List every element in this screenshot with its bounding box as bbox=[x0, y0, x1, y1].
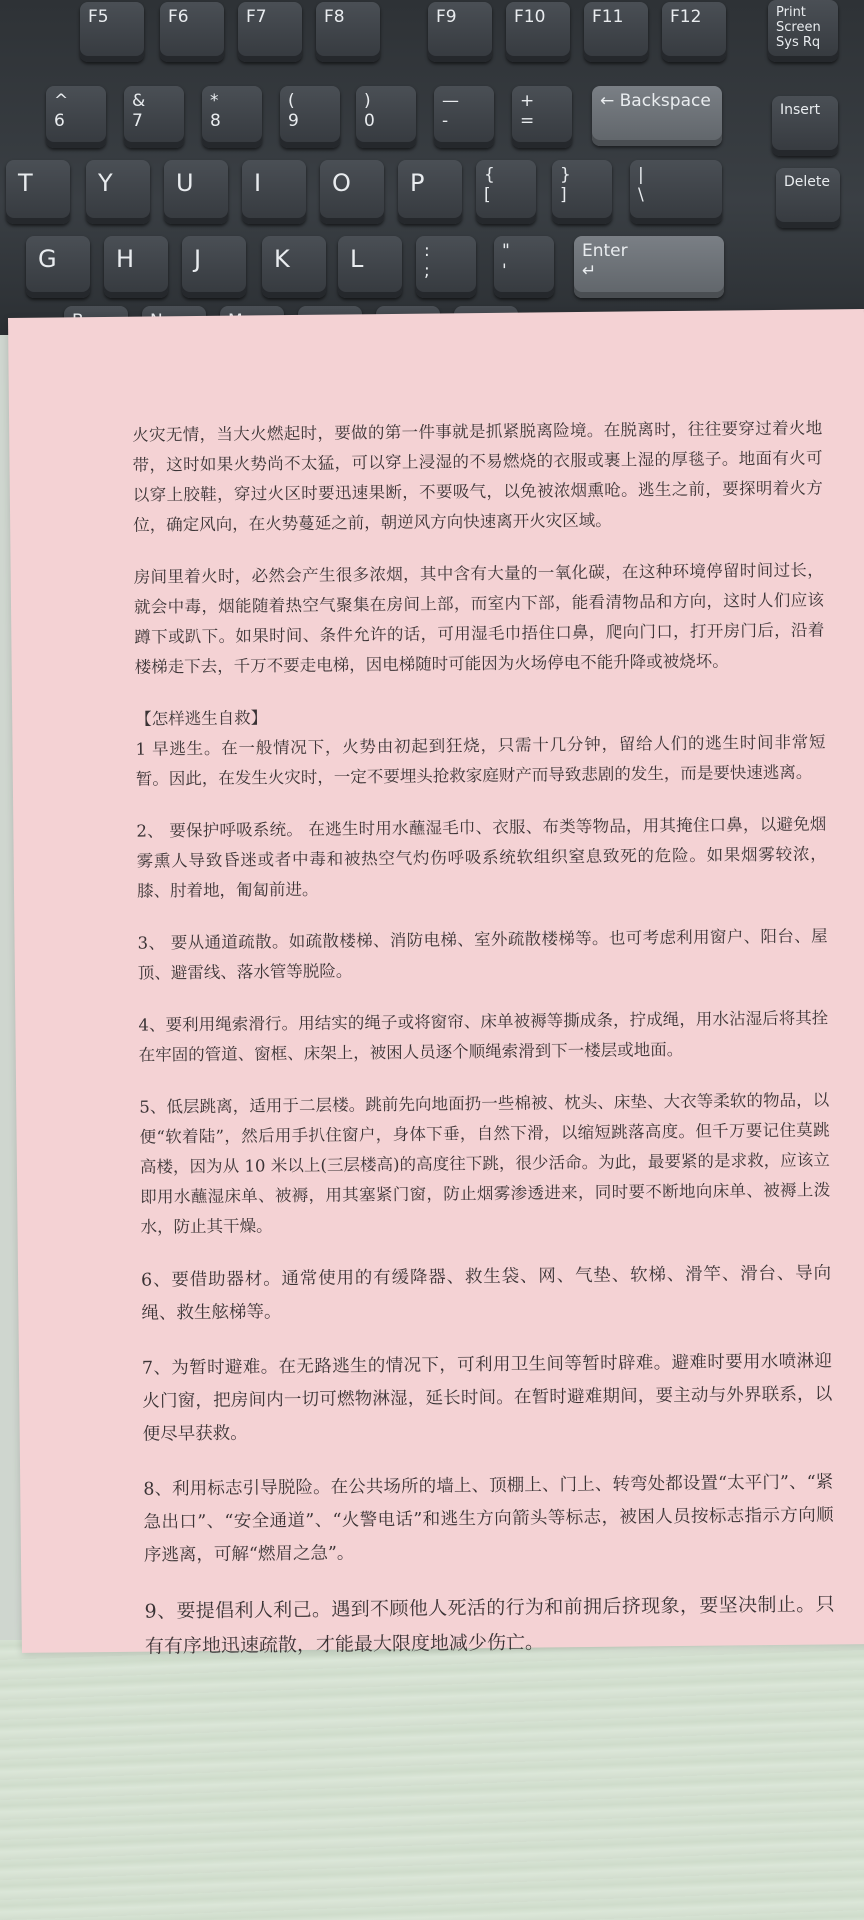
key-u: U bbox=[164, 160, 228, 224]
key-f9: F9 bbox=[428, 2, 492, 62]
list-item-6: 6、要借助器材。通常使用的有缓降器、救生袋、网、气垫、软梯、滑竿、滑台、导向绳、救生舷梯等。 bbox=[140, 1263, 832, 1324]
printed-document bbox=[8, 309, 864, 1658]
list-item-2: 2、 要保护呼吸系统。 在逃生时用水蘸湿毛巾、衣服、布类等物品，用其掩住口鼻，以避免烟雾熏人导致昏迷或者中毒和被热空气灼伤呼吸系统软组织窒息致死的危险。如果烟雾较浓，膝、肘着地，匍匐前进。 bbox=[136, 814, 827, 901]
key-semicolon: : ; bbox=[416, 236, 476, 298]
key-h: H bbox=[104, 236, 168, 298]
key-f8: F8 bbox=[316, 2, 380, 62]
section-heading: 【怎样逃生自救】 bbox=[135, 708, 268, 729]
key-bracket-close: } ] bbox=[552, 160, 612, 224]
key-l: L bbox=[338, 236, 402, 298]
key-f7: F7 bbox=[238, 2, 302, 62]
list-item-7: 7、为暂时避难。在无路逃生的情况下，可利用卫生间等暂时辟难。避难时要用水喷淋迎火门窗，把房间内一切可燃物淋湿，延长时间。在暂时避难期间，要主动与外界联系，以便尽早获救。 bbox=[141, 1351, 833, 1445]
list-item-3: 3、 要从通道疏散。如疏散楼梯、消防电梯、室外疏散楼梯等。也可考虑利用窗户、阳台、屋顶、避雷线、落水管等脱险。 bbox=[137, 926, 828, 983]
key-bracket-open: { [ bbox=[476, 160, 536, 224]
list-item-1: 1 早逃生。在一般情况下，火势由初起到狂烧，只需十几分钟，留给人们的逃生时间非常短暂。因此，在发生火灾时，一定不要埋头抢救家庭财产而导致悲剧的发生，而是要快速逃离。 bbox=[135, 732, 826, 789]
key-f10: F10 bbox=[506, 2, 570, 62]
key-9: ( 9 bbox=[280, 86, 340, 148]
key-print-screen: Print Screen Sys Rq bbox=[768, 0, 838, 62]
list-item-4: 4、要利用绳索滑行。用结实的绳子或将窗帘、床单被褥等撕成条，拧成绳，用水沾湿后将其拴在牢固的管道、窗框、床架上，被困人员逐个顺绳索滑到下一楼层或地面。 bbox=[138, 1008, 829, 1065]
key-p: P bbox=[398, 160, 462, 224]
key-6: ^ 6 bbox=[46, 86, 106, 148]
list-item-8: 8、利用标志引导脱险。在公共场所的墙上、顶棚上、门上、转弯处都设置“太平门”、“紧急出口”、“安全通道”、“火警电话”和逃生方向箭头等标志，被困人员按标志指示方向顺序逃离，可解“燃眉之急”。 bbox=[143, 1472, 834, 1566]
key-8: * 8 bbox=[202, 86, 262, 148]
key-backslash: | \ bbox=[630, 160, 722, 224]
key-delete: Delete bbox=[776, 168, 840, 228]
key-plus: + = bbox=[512, 86, 572, 148]
intro-paragraph-2: 房间里着火时，必然会产生很多浓烟，其中含有大量的一氧化碳，在这种环境停留时间过长，就会中毒，烟能随着热空气聚集在房间上部，而室内下部，能看清物品和方向，这时人们应该蹲下或趴下。如果时间、条件允许的话，可用湿毛巾捂住口鼻，爬向门口，打开房门后，沿着楼梯走下去，千万不要走电梯，因电梯随时可能因为火场停电不能升降或被烧坏。 bbox=[133, 560, 825, 677]
key-0: ) 0 bbox=[356, 86, 416, 148]
list-item-9: 9、要提倡利人利己。遇到不顾他人死活的行为和前拥后挤现象，要坚决制止。只有有序地迅速疏散，才能最大限度地减少伤亡。 bbox=[144, 1593, 835, 1658]
key-minus: — - bbox=[434, 86, 494, 148]
key-quote: " ' bbox=[494, 236, 554, 298]
keyboard bbox=[0, 0, 864, 335]
intro-paragraph-1: 火灾无情，当大火燃起时，要做的第一件事就是抓紧脱离险境。在脱离时，往往要穿过着火地带，这时如果火势尚不太猛，可以穿上浸湿的不易燃烧的衣服或裹上湿的厚毯子。地面有火可以穿上胶鞋，穿过火区时要迅速果断，不要吸气，以免被浓烟熏呛。逃生之前，要探明着火方位，确定风向，在火势蔓延之前，朝逆风方向快速离开火灾区域。 bbox=[132, 418, 823, 535]
document-body bbox=[132, 413, 835, 1686]
key-f11: F11 bbox=[584, 2, 648, 62]
key-insert: Insert bbox=[772, 96, 838, 156]
list-item-5: 5、低层跳离，适用于二层楼。跳前先向地面扔一些棉被、枕头、床垫、大衣等柔软的物品，以便“软着陆”，然后用手扒住窗户，身体下垂，自然下滑，以缩短跳落高度。但千万要记住莫跳高楼，因为从 10 米以上(三层楼高)的高度往下跳，很少活命。为此，最要紧的是求救，应该立即用水蘸湿床单、被褥，用其塞紧门窗，防止烟雾渗透进来，同时要不断地向床单、被褥上泼水，防止其干燥。 bbox=[139, 1090, 831, 1237]
key-f12: F12 bbox=[662, 2, 726, 62]
key-k: K bbox=[262, 236, 326, 298]
key-7: & 7 bbox=[124, 86, 184, 148]
key-y: Y bbox=[86, 160, 150, 224]
key-i: I bbox=[242, 160, 306, 224]
key-enter: Enter ↵ bbox=[574, 236, 724, 298]
key-o: O bbox=[320, 160, 384, 224]
key-f5: F5 bbox=[80, 2, 144, 62]
key-f6: F6 bbox=[160, 2, 224, 62]
key-backspace: ← Backspace bbox=[592, 86, 722, 146]
key-j: J bbox=[182, 236, 246, 298]
key-g: G bbox=[26, 236, 90, 298]
key-t: T bbox=[6, 160, 70, 224]
